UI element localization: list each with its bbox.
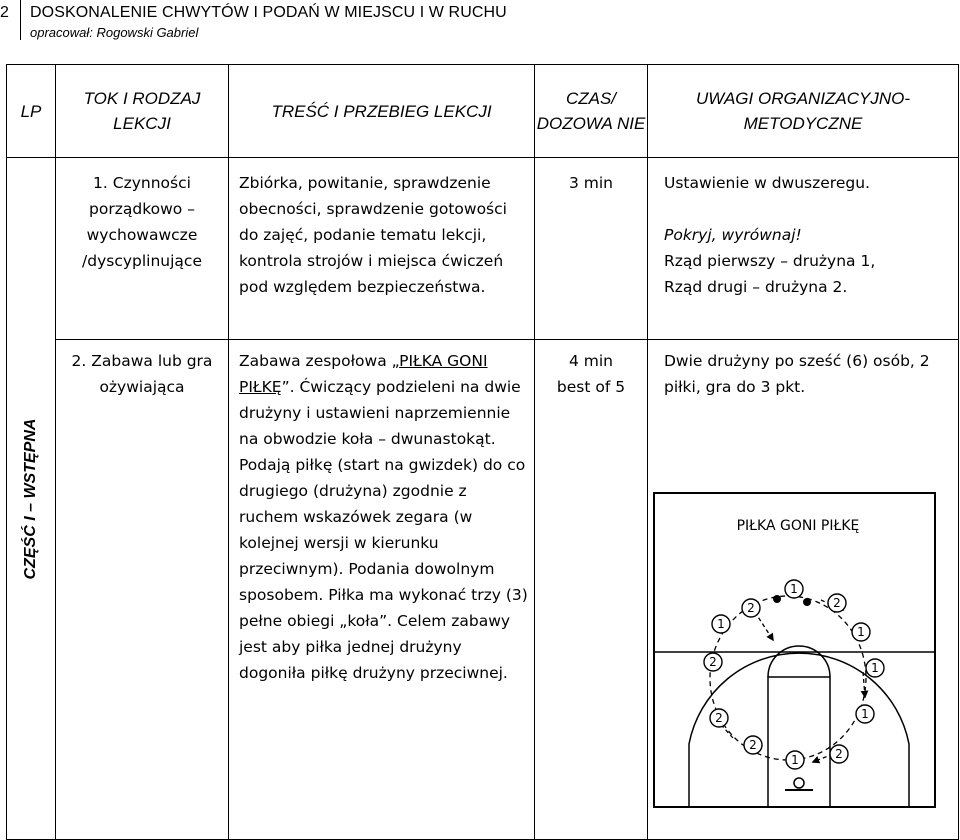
player-marker — [866, 659, 884, 677]
czas-text: 4 min — [568, 352, 614, 370]
czas-text: 3 min — [568, 174, 614, 192]
czas-cell — [535, 340, 648, 840]
uwagi-command: Pokryj, wyrównaj! — [664, 226, 802, 244]
czas-block — [535, 340, 647, 400]
player-marker — [786, 751, 804, 769]
page-number: 2 — [0, 4, 9, 21]
svg-text:2: 2 — [715, 711, 723, 725]
column-header-tresc: TREŚĆ I PRZEBIEG LEKCJI — [229, 65, 535, 158]
uwagi-line: Rząd pierwszy – drużyna 1, — [664, 252, 876, 270]
czas-text: best of 5 — [556, 378, 626, 396]
column-header-uwagi: UWAGI ORGANIZACYJNO-METODYCZNE — [648, 65, 959, 158]
tresc-rest: ”. Ćwiczący podzieleni na dwie drużyny i ustawieni naprzemiennie na obwodzie koła – dwunastokąt. Podają piłkę (start na gwizdek) do co drugiego (drużyna) zgodnie z ruchem wskazówek zegara (w kolejnej wersji w kierunku przeciwnym). Podania dowolnym sposobem. Piłka ma wykonać trzy (3) pełne obiegi „koła”. Celem zabawy jest aby piłka jednej drużyny dogoniła piłkę drużyny przeciwnej. — [239, 378, 528, 682]
player-marker — [852, 623, 870, 641]
uwagi-line: Rząd drugi – drużyna 2. — [664, 278, 848, 296]
svg-text:1: 1 — [857, 625, 865, 639]
part-cell — [7, 158, 56, 840]
table-row — [7, 340, 959, 840]
tresc-text: Zbiórka, powitanie, sprawdzenie obecności, sprawdzenie gotowości do zajęć, podanie tematu lekcji, kontrola strojów i miejsca ćwiczeń pod względem bezpieczeństwa. — [239, 174, 507, 296]
svg-text:2: 2 — [833, 596, 841, 610]
svg-text:1: 1 — [791, 753, 799, 767]
table-row — [7, 158, 959, 340]
svg-text:2: 2 — [709, 655, 717, 669]
tok-text: 2. Zabawa lub gra ożywiająca — [71, 352, 213, 396]
czas-cell — [535, 158, 648, 340]
svg-text:1: 1 — [790, 582, 798, 596]
svg-text:1: 1 — [861, 707, 869, 721]
uwagi-cell — [648, 158, 959, 340]
header-divider — [20, 0, 21, 40]
tresc-text — [229, 340, 534, 686]
game-diagram — [653, 492, 938, 810]
column-header-tok: TOK I RODZAJ LEKCJI — [56, 65, 229, 158]
svg-text:2: 2 — [835, 747, 843, 761]
part-label: CZĘŚĆ I – WSTĘPNA — [22, 418, 39, 579]
document-title: DOSKONALENIE CHWYTÓW I PODAŃ W MIEJSCU I W RUCHU — [30, 4, 507, 21]
tresc-prefix: Zabawa zespołowa „ — [239, 352, 400, 370]
lesson-plan-table — [6, 64, 959, 840]
uwagi-line: Ustawienie w dwuszeregu. — [664, 174, 870, 192]
table-header-row — [7, 65, 959, 158]
tok-cell — [56, 340, 229, 840]
player-marker — [710, 709, 728, 727]
uwagi-text: Dwie drużyny po sześć (6) osób, 2 piłki, gra do 3 pkt. — [664, 352, 930, 396]
player-marker — [742, 599, 760, 617]
diagram-title: PIŁKA GONI PIŁKĘ — [736, 518, 860, 534]
game-name: PIŁKA GONI PIŁKĘ — [239, 352, 488, 396]
uwagi-cell — [648, 340, 959, 840]
document-author: opracował: Rogowski Gabriel — [30, 25, 199, 40]
player-marker — [830, 745, 848, 763]
tok-cell — [56, 158, 229, 340]
svg-text:2: 2 — [747, 601, 755, 615]
tok-text: 1. Czynności porządkowo – wychowawcze /dyscyplinujące — [82, 174, 202, 270]
column-header-lp: LP — [7, 65, 56, 158]
svg-text:2: 2 — [749, 738, 757, 752]
blank-line — [664, 196, 952, 222]
tresc-cell — [229, 158, 535, 340]
player-marker — [704, 653, 722, 671]
player-marker — [712, 615, 730, 633]
uwagi-block — [648, 158, 958, 300]
player-marker — [828, 594, 846, 612]
player-marker — [856, 705, 874, 723]
player-marker — [785, 580, 803, 598]
svg-text:1: 1 — [717, 617, 725, 631]
player-marker — [744, 736, 762, 754]
ball — [803, 598, 811, 606]
svg-text:1: 1 — [871, 661, 879, 675]
ball — [773, 595, 781, 603]
column-header-czas: CZAS/ DOZOWA NIE — [535, 65, 648, 158]
tresc-cell — [229, 340, 535, 840]
